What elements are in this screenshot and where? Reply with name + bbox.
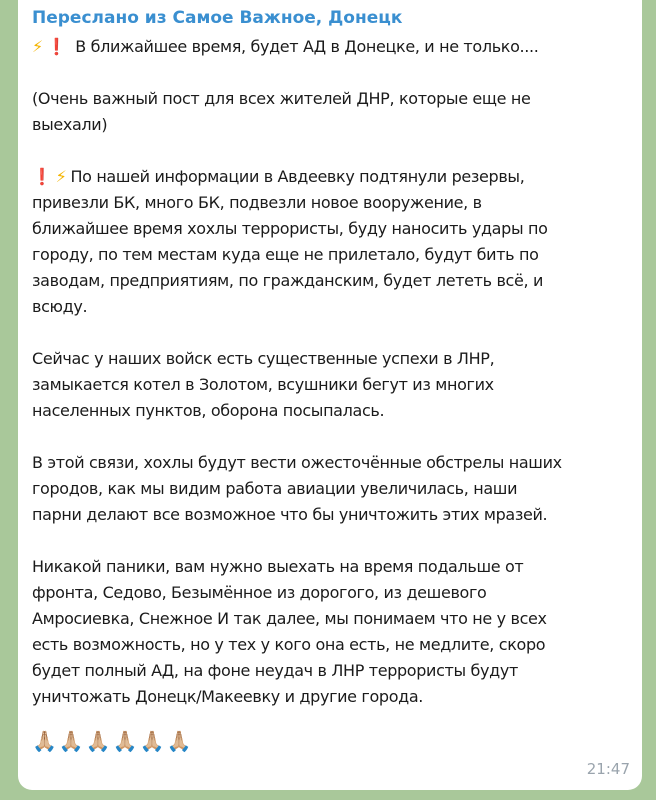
paragraph-3-line: парни делают все возможное что бы уничтожить этих мразей. [32,505,548,524]
spacer [32,60,628,86]
paragraph-2-line: замыкается котел в Золотом, всушники бегут из многих [32,375,494,394]
paragraph-4-line: Амросиевка, Снежное И так далее, мы понимаем что не у всех [32,609,547,628]
lightning-icon: ⚡ [55,167,67,186]
spacer [32,138,628,164]
paragraph-1-line: заводам, предприятиям, по гражданским, будет лететь всё, и [32,271,543,290]
message-bubble[interactable] [18,0,642,790]
paragraph-1-text: По нашей информации в Авдеевку подтянули резервы, [70,167,525,186]
paragraph-1-line: всюду. [32,297,88,316]
lightning-icon: ⚡ [32,37,43,56]
paragraph-4-line: уничтожать Донецк/Макеевку и другие города. [32,687,424,706]
note-line: (Очень важный пост для всех жителей ДНР, которые еще не [32,89,531,108]
spacer [32,424,628,450]
paragraph-4-line: есть возможность, но у тех у кого она есть, не медлите, скоро [32,635,546,654]
message-timestamp: 21:47 [586,760,630,778]
spacer [32,320,628,346]
paragraph-1-line: ближайшее время хохлы террористы, буду наносить удары по [32,219,548,238]
paragraph-4-line: будет полный АД, на фоне неудач в ЛНР террористы будут [32,661,518,680]
paragraph-1-line: городу, по тем местам куда еще не прилетало, будут бить по [32,245,539,264]
exclamation-icon: ❗ [46,37,67,56]
headline-line [32,34,628,60]
paragraph-2-line: Сейчас у наших войск есть существенные успехи в ЛНР, [32,349,495,368]
note-line: выехали) [32,115,108,134]
paragraph-1-first-line [32,164,628,190]
exclamation-icon: ❗ [32,167,52,186]
paragraph-3-line: В этой связи, хохлы будут вести ожесточённые обстрелы наших [32,453,562,472]
paragraph-1-line: привезли БК, много БК, подвезли новое вооружение, в [32,193,482,212]
paragraph-2-line: населенных пунктов, оборона посыпалась. [32,401,385,420]
spacer [32,528,628,554]
paragraph-4-line: фронта, Седово, Безымённое из дорогого, из дешевого [32,583,487,602]
praying-hands-icon: 🙏🏼🙏🏼🙏🏼🙏🏼🙏🏼🙏🏼 [32,729,194,753]
forwarded-from-link[interactable]: Переслано из Самое Важное, Донецк [32,8,403,28]
message-text [32,34,628,754]
paragraph-4-line: Никакой паники, вам нужно выехать на время подальше от [32,557,524,576]
headline-text: В ближайшее время, будет АД в Донецке, и не только.... [75,37,539,56]
paragraph-3-line: городов, как мы видим работа авиации увеличилась, наши [32,479,518,498]
